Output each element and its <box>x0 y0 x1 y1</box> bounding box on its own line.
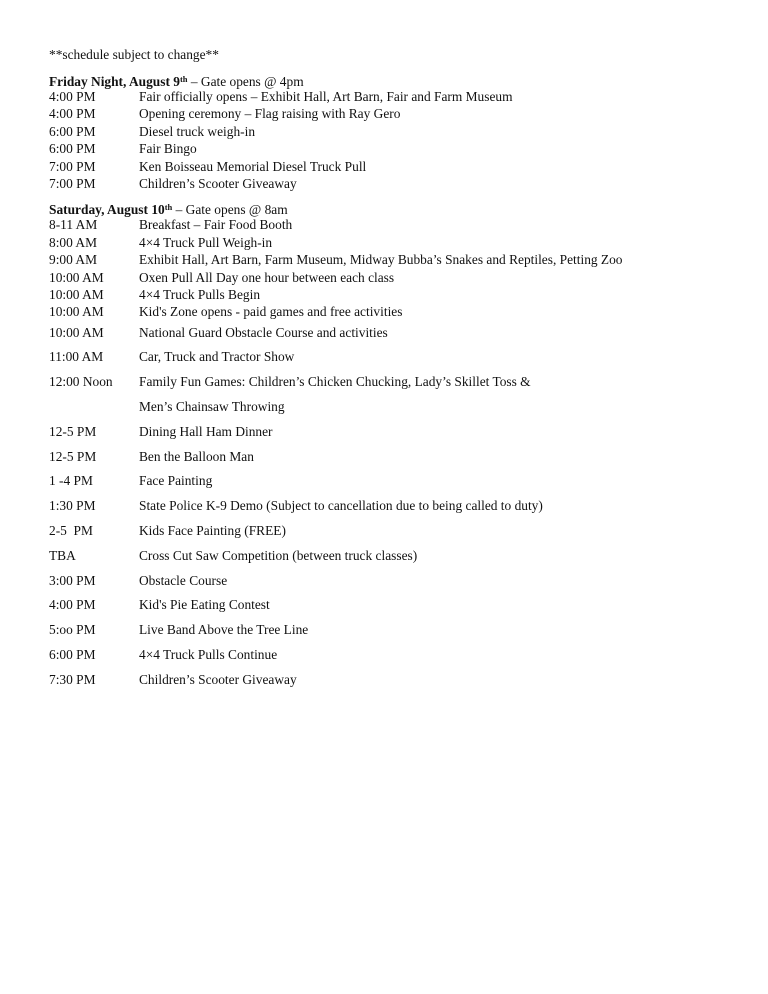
schedule-time: 12-5 PM <box>49 423 97 439</box>
schedule-event: National Guard Obstacle Course and activities <box>139 324 388 340</box>
schedule-row <box>49 569 739 594</box>
friday-heading-date <box>49 74 188 89</box>
schedule-time: 1 -4 PM <box>49 473 93 489</box>
schedule-event: Diesel truck weigh-in <box>139 123 256 139</box>
schedule-row <box>49 420 739 445</box>
friday-heading <box>49 71 739 88</box>
schedule-time: 7:00 PM <box>49 175 96 191</box>
schedule-time: 10:00 AM <box>49 286 104 302</box>
schedule-row <box>49 251 739 268</box>
schedule-row <box>49 269 739 286</box>
schedule-event: Opening ceremony – Flag raising with Ray Gero <box>139 106 401 122</box>
schedule-time: 3:00 PM <box>49 572 96 588</box>
schedule-row <box>49 88 739 105</box>
schedule-event: State Police K-9 Demo (Subject to cancellation due to being called to duty) <box>139 498 543 514</box>
schedule-time: 5:oo PM <box>49 622 96 638</box>
schedule-event: Men’s Chainsaw Throwing <box>139 399 285 415</box>
schedule-document <box>49 46 739 693</box>
schedule-row <box>49 105 739 122</box>
schedule-note: **schedule subject to change** <box>49 47 219 62</box>
schedule-event: Fair Bingo <box>139 141 197 157</box>
friday-heading-date-text: Friday Night, August 9 <box>49 74 180 89</box>
schedule-event: Family Fun Games: Children’s Chicken Chucking, Lady’s Skillet Toss & <box>139 374 531 390</box>
schedule-event: Exhibit Hall, Art Barn, Farm Museum, Midway Bubba’s Snakes and Reptiles, Petting Zoo <box>139 252 623 268</box>
saturday-heading-date-text: Saturday, August 10 <box>49 202 165 218</box>
schedule-event: Cross Cut Saw Competition (between truck classes) <box>139 547 418 563</box>
schedule-time: 10:00 AM <box>49 324 104 340</box>
schedule-time: 8:00 AM <box>49 234 97 250</box>
schedule-event: Face Painting <box>139 473 213 489</box>
schedule-time: 6:00 PM <box>49 141 96 157</box>
schedule-time: 12:00 Noon <box>49 374 113 390</box>
schedule-row <box>49 140 739 157</box>
schedule-row <box>49 175 739 192</box>
schedule-row <box>49 123 739 140</box>
schedule-row <box>49 519 739 544</box>
schedule-event: 4×4 Truck Pull Weigh-in <box>139 234 273 250</box>
schedule-time <box>49 395 139 420</box>
schedule-time: 12-5 PM <box>49 448 97 464</box>
schedule-row <box>49 618 739 643</box>
friday-heading-gate: – Gate opens @ 4pm <box>187 74 304 89</box>
saturday-heading-gate: – Gate opens @ 8am <box>172 202 288 218</box>
schedule-row <box>49 469 739 494</box>
schedule-event: Oxen Pull All Day one hour between each class <box>139 269 395 285</box>
schedule-time: 8-11 AM <box>49 217 98 233</box>
schedule-event: 4×4 Truck Pulls Begin <box>139 286 261 302</box>
schedule-time: 4:00 PM <box>49 106 96 122</box>
schedule-time: TBA <box>49 547 76 563</box>
schedule-event: Dining Hall Ham Dinner <box>139 423 273 439</box>
schedule-time: 7:00 PM <box>49 158 96 174</box>
schedule-row <box>49 643 739 668</box>
friday-heading-sup: th <box>179 74 188 84</box>
schedule-event: Kid's Pie Eating Contest <box>139 597 270 613</box>
schedule-event: 4×4 Truck Pulls Continue <box>139 647 278 663</box>
schedule-time: 11:00 AM <box>49 349 104 365</box>
saturday-heading <box>49 199 739 216</box>
schedule-event: Children’s Scooter Giveaway <box>139 175 297 191</box>
schedule-row <box>49 345 739 370</box>
friday-schedule-list <box>49 88 739 192</box>
schedule-time: 4:00 PM <box>49 89 96 104</box>
schedule-time: 10:00 AM <box>49 269 104 285</box>
schedule-row <box>49 234 739 251</box>
section-spacer <box>49 192 739 199</box>
schedule-time: 10:00 AM <box>49 304 104 320</box>
schedule-row <box>49 445 739 470</box>
schedule-event: Ken Boisseau Memorial Diesel Truck Pull <box>139 158 367 174</box>
schedule-event: Breakfast – Fair Food Booth <box>139 217 293 233</box>
schedule-row <box>49 286 739 303</box>
schedule-time: 4:00 PM <box>49 597 96 613</box>
schedule-event: Ben the Balloon Man <box>139 448 254 464</box>
schedule-time: 2-5 PM <box>49 523 93 539</box>
saturday-heading-sup: th <box>164 202 173 213</box>
schedule-row-continuation <box>49 395 739 420</box>
schedule-event: Fair officially opens – Exhibit Hall, Art Barn, Fair and Farm Museum <box>139 89 513 104</box>
schedule-row <box>49 593 739 618</box>
schedule-row <box>49 216 739 233</box>
schedule-row <box>49 544 739 569</box>
saturday-heading-date <box>49 202 172 217</box>
schedule-row <box>49 370 739 395</box>
saturday-schedule-list <box>49 216 739 692</box>
schedule-event: Kids Face Painting (FREE) <box>139 523 286 539</box>
schedule-row <box>49 668 739 693</box>
schedule-row <box>49 303 739 320</box>
schedule-time: 9:00 AM <box>49 252 97 268</box>
schedule-row <box>49 158 739 175</box>
schedule-event: Kid's Zone opens - paid games and free activities <box>139 304 403 320</box>
schedule-event: Live Band Above the Tree Line <box>139 622 309 638</box>
schedule-event: Children’s Scooter Giveaway <box>139 671 297 687</box>
schedule-time: 1:30 PM <box>49 498 96 514</box>
schedule-event: Car, Truck and Tractor Show <box>139 349 295 365</box>
schedule-time: 6:00 PM <box>49 123 96 139</box>
schedule-row <box>49 321 739 346</box>
schedule-row <box>49 494 739 519</box>
schedule-time: 6:00 PM <box>49 647 96 663</box>
schedule-event: Obstacle Course <box>139 572 228 588</box>
schedule-time: 7:30 PM <box>49 671 96 687</box>
